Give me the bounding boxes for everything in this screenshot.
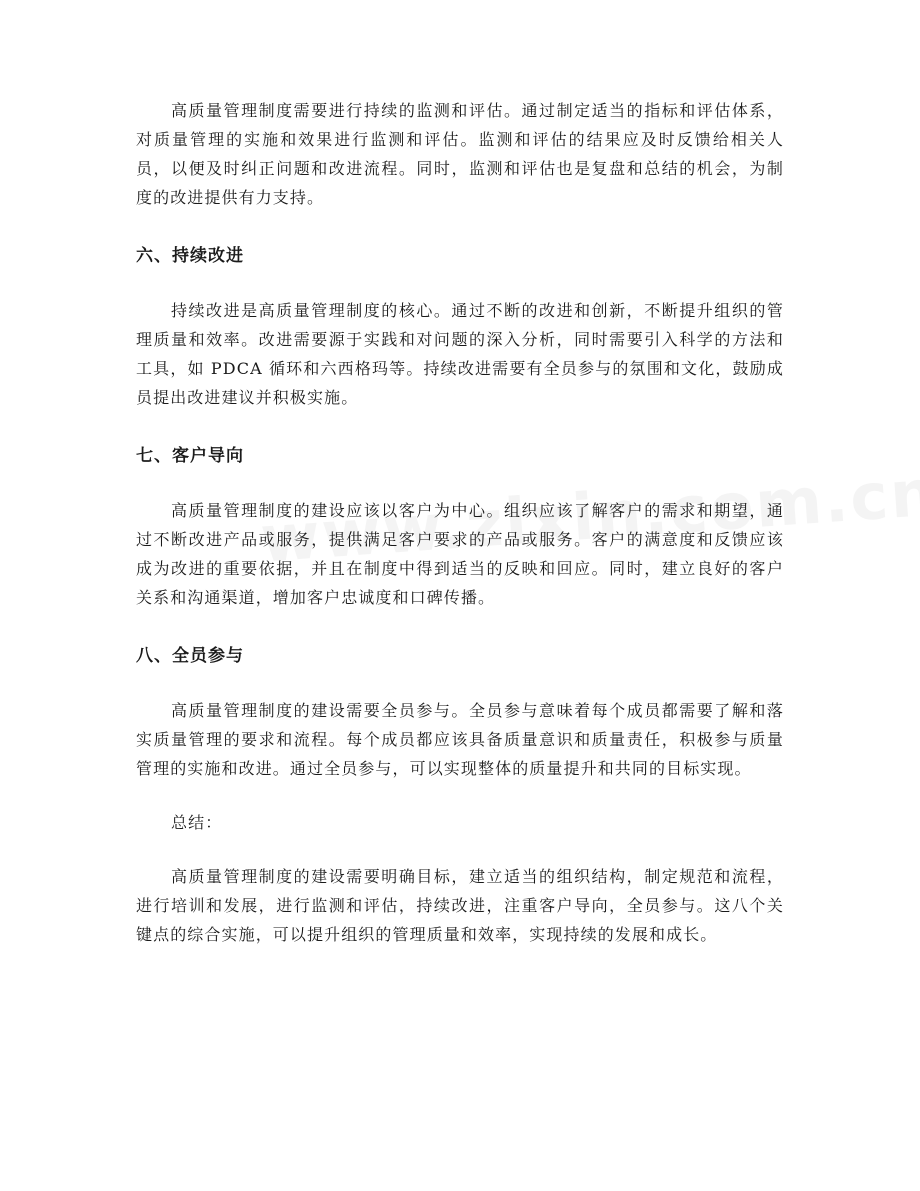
paragraph-participation: 高质量管理制度的建设需要全员参与。全员参与意味着每个成员都需要了解和落实质量管理的要求和流程。每个成员都应该具备质量意识和质量责任，积极参与质量管理的实施和改进。通过全员参与，可以实现整体的质量提升和共同的目标实现。 [136, 701, 784, 778]
paragraph-customer: 高质量管理制度的建设应该以客户为中心。组织应该了解客户的需求和期望，通过不断改进产品或服务，提供满足客户要求的产品或服务。客户的满意度和反馈应该成为改进的重要依据，并且在制度中得到适当的反映和回应。同时，建立良好的客户关系和沟通渠道，增加客户忠诚度和口碑传播。 [136, 501, 784, 607]
paragraph-summary: 高质量管理制度的建设需要明确目标，建立适当的组织结构，制定规范和流程，进行培训和发展，进行监测和评估，持续改进，注重客户导向，全员参与。这八个关键点的综合实施，可以提升组织的管理质量和效率，实现持续的发展和成长。 [136, 867, 784, 944]
summary-label: 总结： [171, 813, 223, 832]
paragraph-improvement: 持续改进是高质量管理制度的核心。通过不断的改进和创新，不断提升组织的管理质量和效率。改进需要源于实践和对问题的深入分析，同时需要引入科学的方法和工具，如 PDCA 循环和六西格玛等。持续改进需要有全员参与的氛围和文化，鼓励成员提出改进建议并积极实施。 [136, 301, 784, 407]
heading-continuous-improvement: 六、持续改进 [136, 246, 244, 266]
document-body [136, 96, 784, 949]
heading-full-participation: 八、全员参与 [136, 646, 244, 666]
heading-customer-orientation: 七、客户导向 [136, 446, 244, 466]
paragraph-monitoring: 高质量管理制度需要进行持续的监测和评估。通过制定适当的指标和评估体系，对质量管理的实施和效果进行监测和评估。监测和评估的结果应及时反馈给相关人员，以便及时纠正问题和改进流程。同时，监测和评估也是复盘和总结的机会，为制度的改进提供有力支持。 [136, 101, 784, 207]
